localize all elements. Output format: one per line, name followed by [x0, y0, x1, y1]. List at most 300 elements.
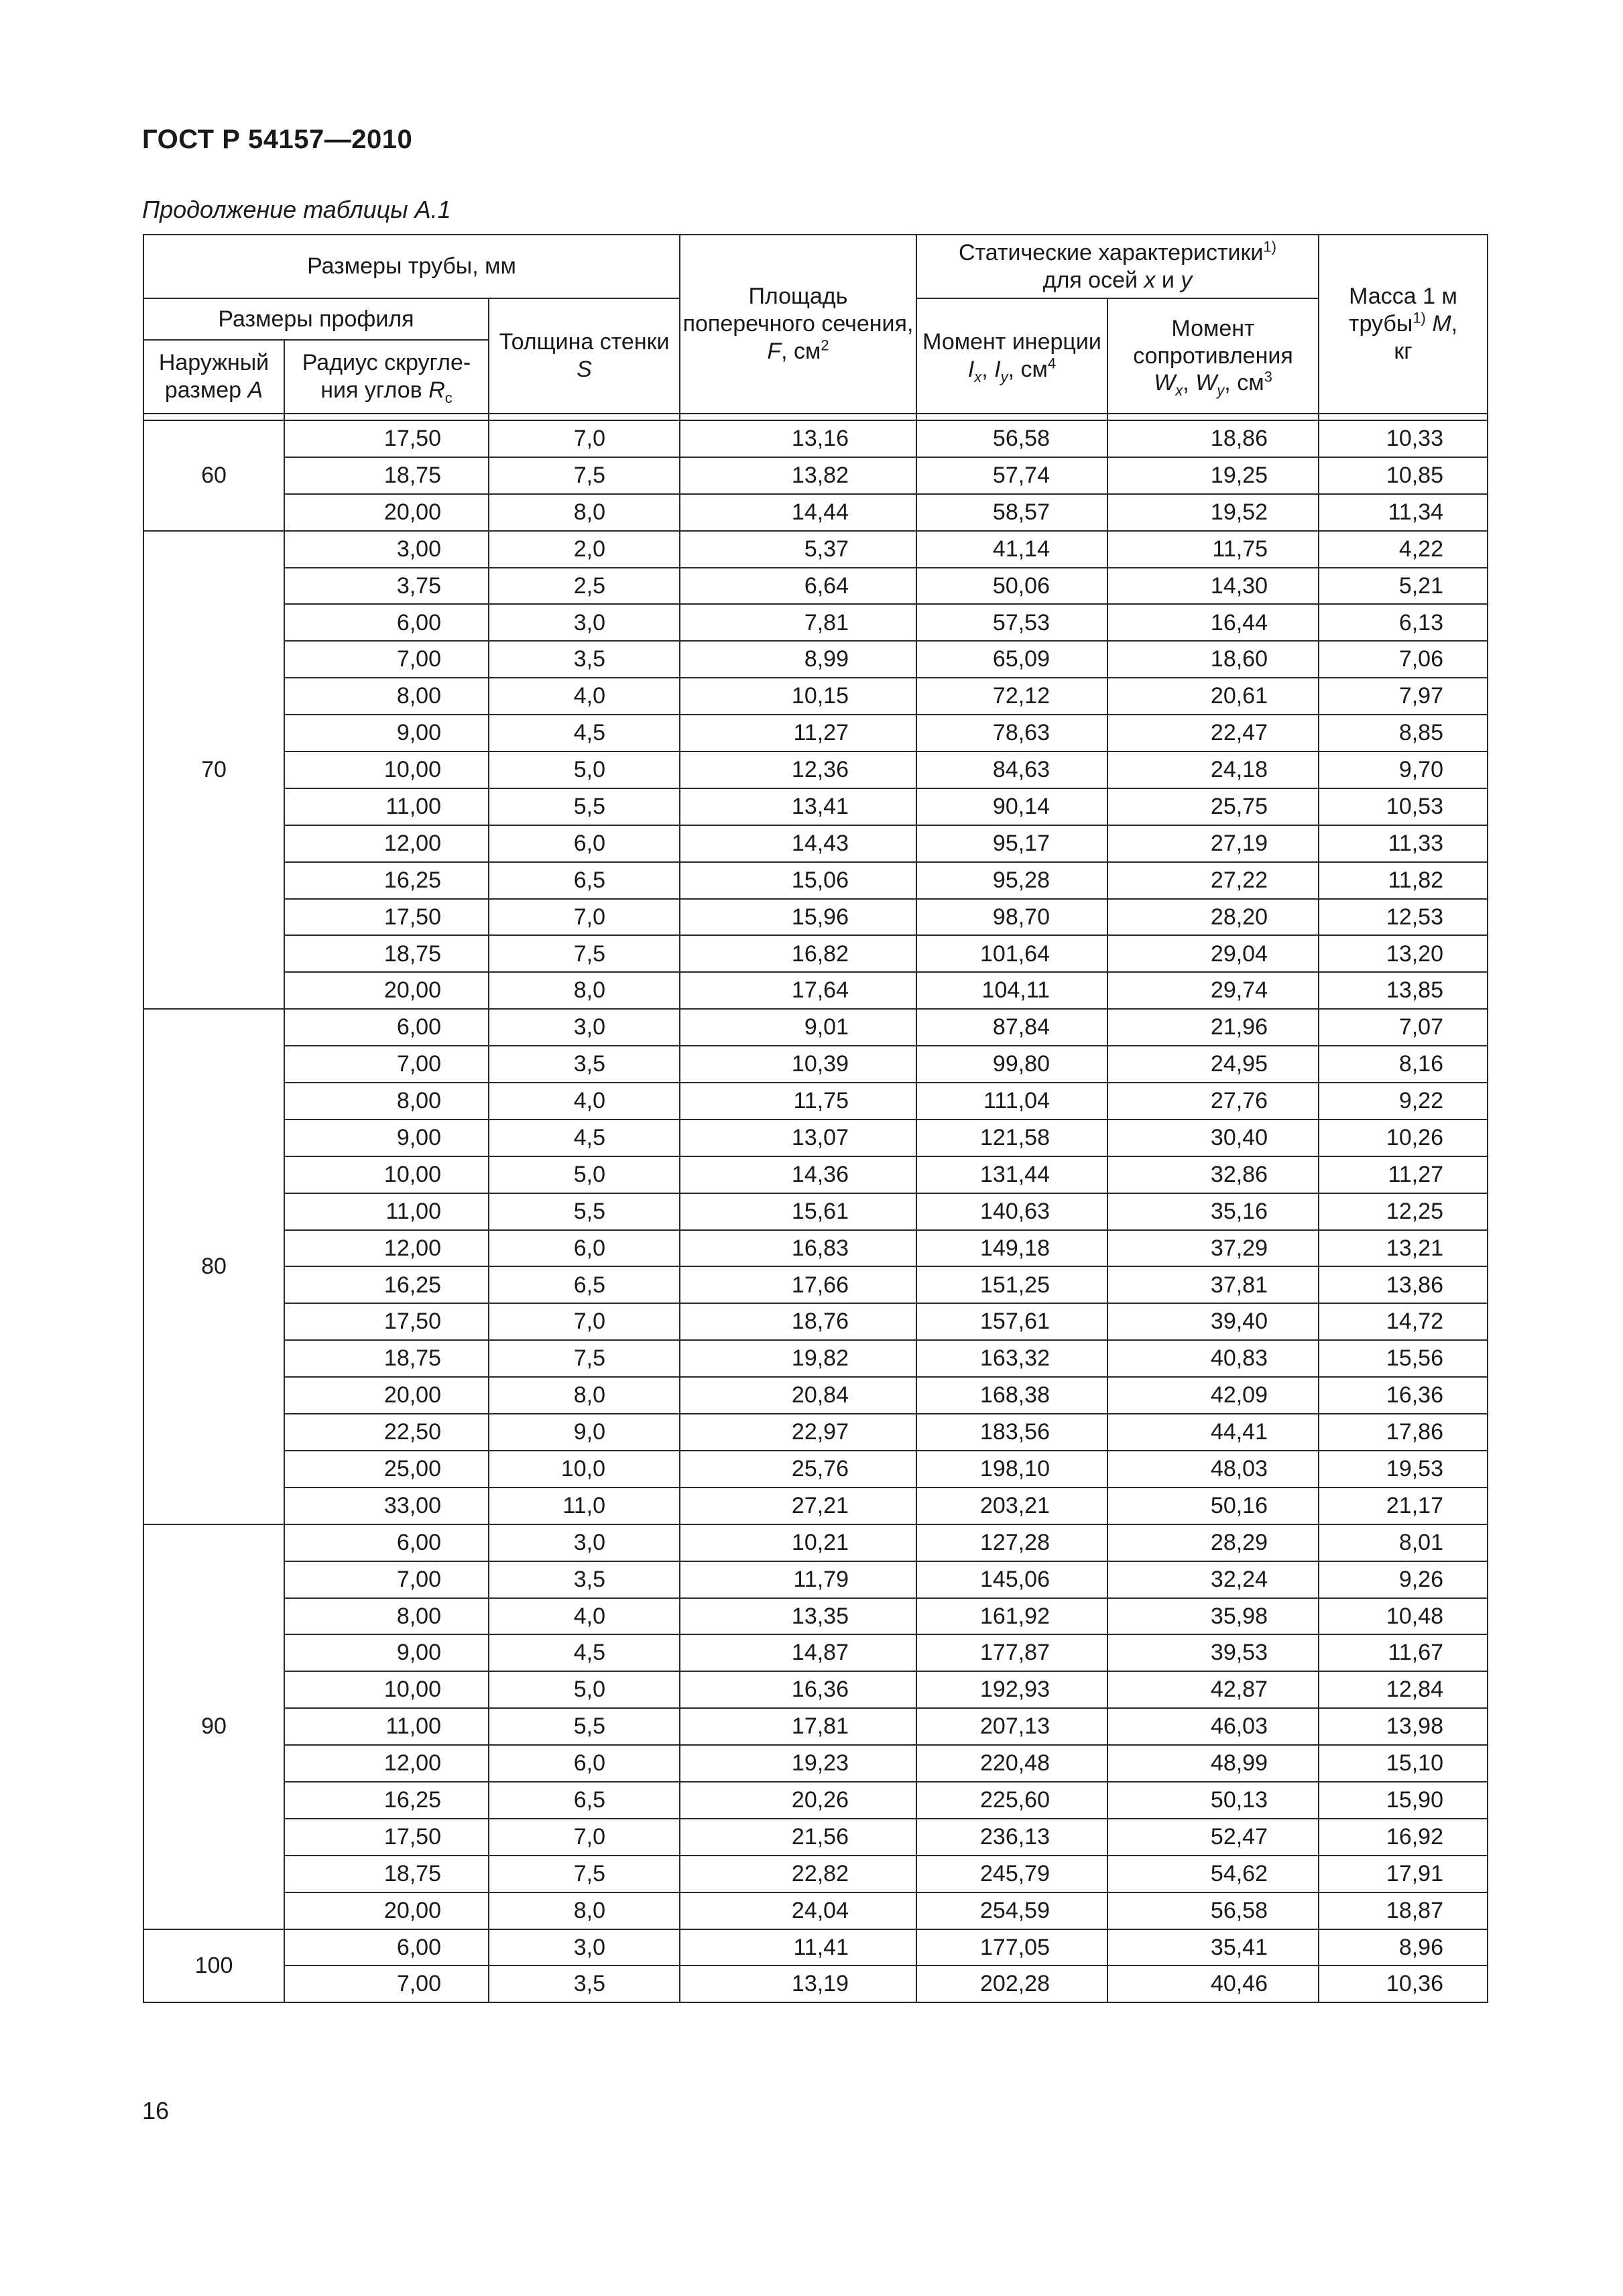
table-cell: 19,53 — [1319, 1451, 1488, 1488]
table-cell: 8,0 — [489, 972, 680, 1009]
table-row — [143, 1303, 1488, 1340]
table-cell: 11,33 — [1319, 825, 1488, 862]
table-cell: 11,00 — [284, 1193, 489, 1230]
table-row — [143, 1782, 1488, 1819]
table-cell: 54,62 — [1107, 1856, 1319, 1892]
table-cell: 10,15 — [680, 678, 916, 715]
table-cell: 20,84 — [680, 1377, 916, 1414]
table-cell: 157,61 — [916, 1303, 1107, 1340]
table-cell: 27,22 — [1107, 862, 1319, 899]
table-cell: 14,36 — [680, 1156, 916, 1193]
table-row — [143, 1856, 1488, 1892]
table-row — [143, 715, 1488, 751]
table-cell: 6,64 — [680, 568, 916, 605]
table-cell: 18,87 — [1319, 1892, 1488, 1929]
table-cell: 9,00 — [284, 1634, 489, 1671]
table-cell: 254,59 — [916, 1892, 1107, 1929]
table-cell: 50,13 — [1107, 1782, 1319, 1819]
table-cell: 44,41 — [1107, 1414, 1319, 1451]
table-row — [143, 1708, 1488, 1745]
table-row — [143, 1193, 1488, 1230]
table-row — [143, 494, 1488, 531]
table-cell: 13,19 — [680, 1966, 916, 2002]
table-cell: 7,5 — [489, 457, 680, 494]
table-row — [143, 972, 1488, 1009]
table-cell: 8,0 — [489, 494, 680, 531]
table-cell: 15,06 — [680, 862, 916, 899]
table-cell: 13,41 — [680, 788, 916, 825]
table-cell: 9,70 — [1319, 751, 1488, 788]
table-cell: 8,01 — [1319, 1524, 1488, 1561]
table-cell: 14,43 — [680, 825, 916, 862]
table-cell: 35,98 — [1107, 1598, 1319, 1635]
header-wall: Толщина стенки S — [489, 298, 680, 414]
table-row — [143, 1230, 1488, 1267]
table-cell: 13,16 — [680, 420, 916, 457]
table-cell: 48,99 — [1107, 1745, 1319, 1782]
table-row — [143, 604, 1488, 641]
table-cell: 30,40 — [1107, 1120, 1319, 1156]
table-cell: 25,00 — [284, 1451, 489, 1488]
table-cell: 8,16 — [1319, 1046, 1488, 1083]
table-row — [143, 788, 1488, 825]
table-cell: 131,44 — [916, 1156, 1107, 1193]
table-row — [143, 1671, 1488, 1708]
table-cell: 9,00 — [284, 715, 489, 751]
table-cell: 12,25 — [1319, 1193, 1488, 1230]
table-cell: 16,36 — [1319, 1377, 1488, 1414]
table-cell: 14,30 — [1107, 568, 1319, 605]
table-cell: 27,19 — [1107, 825, 1319, 862]
table-cell: 220,48 — [916, 1745, 1107, 1782]
table-cell: 7,00 — [284, 1046, 489, 1083]
outer-size-cell: 60 — [143, 420, 284, 531]
table-cell: 42,87 — [1107, 1671, 1319, 1708]
table-cell: 57,74 — [916, 457, 1107, 494]
table-cell: 52,47 — [1107, 1819, 1319, 1856]
table-row — [143, 678, 1488, 715]
table-row — [143, 1451, 1488, 1488]
table-cell: 6,5 — [489, 1266, 680, 1303]
table-row — [143, 420, 1488, 457]
table-cell: 6,00 — [284, 1524, 489, 1561]
document-header: ГОСТ Р 54157—2010 — [142, 125, 413, 154]
table-cell: 58,57 — [916, 494, 1107, 531]
table-row — [143, 1156, 1488, 1193]
table-cell: 28,20 — [1107, 899, 1319, 936]
table-cell: 14,87 — [680, 1634, 916, 1671]
table-cell: 84,63 — [916, 751, 1107, 788]
table-row — [143, 1745, 1488, 1782]
table-cell: 8,00 — [284, 678, 489, 715]
table-cell: 13,07 — [680, 1120, 916, 1156]
table-cell: 16,36 — [680, 1671, 916, 1708]
table-cell: 50,06 — [916, 568, 1107, 605]
table-cell: 7,00 — [284, 1561, 489, 1598]
header-profile-size: Размеры профиля — [143, 298, 489, 340]
table-row — [143, 1488, 1488, 1524]
table-cell: 236,13 — [916, 1819, 1107, 1856]
table-cell: 202,28 — [916, 1966, 1107, 2002]
table-cell: 17,86 — [1319, 1414, 1488, 1451]
table-row — [143, 1892, 1488, 1929]
table-cell: 24,18 — [1107, 751, 1319, 788]
table-cell: 17,81 — [680, 1708, 916, 1745]
table-cell: 6,5 — [489, 862, 680, 899]
header-resistance: Момент сопротивления $W_x$, $W_y$, $см^3$ — [1107, 298, 1319, 414]
table-cell: 19,82 — [680, 1340, 916, 1377]
table-cell: 18,75 — [284, 935, 489, 972]
table-row — [143, 1083, 1488, 1120]
table-row — [143, 1377, 1488, 1414]
table-cell: 6,00 — [284, 1009, 489, 1046]
table-cell: 20,00 — [284, 1892, 489, 1929]
table-cell: 149,18 — [916, 1230, 1107, 1267]
table-cell: 12,00 — [284, 1230, 489, 1267]
table-cell: 13,82 — [680, 457, 916, 494]
table-cell: 21,56 — [680, 1819, 916, 1856]
table-cell: 8,00 — [284, 1598, 489, 1635]
table-cell: 4,22 — [1319, 531, 1488, 568]
table-row — [143, 1414, 1488, 1451]
table-row — [143, 1120, 1488, 1156]
table-cell: 111,04 — [916, 1083, 1107, 1120]
table-cell: 14,44 — [680, 494, 916, 531]
table-cell: 7,5 — [489, 935, 680, 972]
table-cell: 25,75 — [1107, 788, 1319, 825]
table-cell: 7,5 — [489, 1340, 680, 1377]
table-cell: 4,5 — [489, 715, 680, 751]
table-cell: 13,20 — [1319, 935, 1488, 972]
table-cell: 11,82 — [1319, 862, 1488, 899]
header-inertia: Момент инерции $I_x$, $I_y$, $см^4$ — [916, 298, 1107, 414]
table-cell: 90,14 — [916, 788, 1107, 825]
table-cell: 9,01 — [680, 1009, 916, 1046]
table-cell: 13,35 — [680, 1598, 916, 1635]
header-outer-size: Наружный размер A — [143, 340, 284, 414]
table-cell: 3,0 — [489, 1929, 680, 1966]
table-cell: 6,5 — [489, 1782, 680, 1819]
table-cell: 161,92 — [916, 1598, 1107, 1635]
outer-size-cell: 90 — [143, 1524, 284, 1929]
table-cell: 16,82 — [680, 935, 916, 972]
table-cell: 32,24 — [1107, 1561, 1319, 1598]
table-cell: 10,39 — [680, 1046, 916, 1083]
table-cell: 10,48 — [1319, 1598, 1488, 1635]
table-row — [143, 641, 1488, 678]
table-cell: 198,10 — [916, 1451, 1107, 1488]
table-cell: 3,5 — [489, 1046, 680, 1083]
table-cell: 203,21 — [916, 1488, 1107, 1524]
table-cell: 17,64 — [680, 972, 916, 1009]
table-cell: 3,5 — [489, 641, 680, 678]
table-cell: 40,83 — [1107, 1340, 1319, 1377]
table-cell: 50,16 — [1107, 1488, 1319, 1524]
table-cell: 65,09 — [916, 641, 1107, 678]
table-cell: 41,14 — [916, 531, 1107, 568]
header-mass: Масса 1 м трубы$^{1)}$ M, кг — [1319, 235, 1488, 414]
table-cell: 11,41 — [680, 1929, 916, 1966]
table-cell: 10,0 — [489, 1451, 680, 1488]
data-table — [143, 234, 1488, 2003]
table-cell: 18,75 — [284, 1340, 489, 1377]
table-cell: 78,63 — [916, 715, 1107, 751]
table-cell: 57,53 — [916, 604, 1107, 641]
table-cell: 3,00 — [284, 531, 489, 568]
table-row — [143, 751, 1488, 788]
table-cell: 17,50 — [284, 420, 489, 457]
table-cell: 46,03 — [1107, 1708, 1319, 1745]
table-row — [143, 1046, 1488, 1083]
table-cell: 13,21 — [1319, 1230, 1488, 1267]
table-cell: 8,0 — [489, 1892, 680, 1929]
table-cell: 3,0 — [489, 1009, 680, 1046]
table-cell: 5,37 — [680, 531, 916, 568]
table-row — [143, 899, 1488, 936]
table-cell: 22,50 — [284, 1414, 489, 1451]
table-cell: 11,27 — [680, 715, 916, 751]
table-cell: 98,70 — [916, 899, 1107, 936]
table-cell: 8,85 — [1319, 715, 1488, 751]
table-row — [143, 1929, 1488, 1966]
table-cell: 95,28 — [916, 862, 1107, 899]
table-cell: 5,0 — [489, 1156, 680, 1193]
table-cell: 22,97 — [680, 1414, 916, 1451]
table-row — [143, 457, 1488, 494]
header-radius: Радиус скругле-ния углов $R_c$ — [284, 340, 489, 414]
table-cell: 10,00 — [284, 751, 489, 788]
table-cell: 56,58 — [1107, 1892, 1319, 1929]
table-row — [143, 1634, 1488, 1671]
table-cell: 9,00 — [284, 1120, 489, 1156]
outer-size-cell: 70 — [143, 531, 284, 1010]
table-cell: 13,85 — [1319, 972, 1488, 1009]
table-cell: 20,00 — [284, 972, 489, 1009]
table-cell: 10,33 — [1319, 420, 1488, 457]
table-cell: 20,26 — [680, 1782, 916, 1819]
table-cell: 140,63 — [916, 1193, 1107, 1230]
table-cell: 245,79 — [916, 1856, 1107, 1892]
table-cell: 20,61 — [1107, 678, 1319, 715]
table-cell: 48,03 — [1107, 1451, 1319, 1488]
table-row — [143, 1009, 1488, 1046]
table-cell: 177,05 — [916, 1929, 1107, 1966]
table-row — [143, 1340, 1488, 1377]
table-cell: 39,53 — [1107, 1634, 1319, 1671]
table-cell: 5,0 — [489, 751, 680, 788]
table-cell: 7,97 — [1319, 678, 1488, 715]
table-cell: 17,66 — [680, 1266, 916, 1303]
table-cell: 27,76 — [1107, 1083, 1319, 1120]
table-cell: 12,36 — [680, 751, 916, 788]
table-cell: 6,0 — [489, 825, 680, 862]
table-cell: 10,00 — [284, 1671, 489, 1708]
table-cell: 12,00 — [284, 825, 489, 862]
table-row — [143, 1524, 1488, 1561]
table-cell: 5,0 — [489, 1671, 680, 1708]
table-cell: 7,5 — [489, 1856, 680, 1892]
table-cell: 9,0 — [489, 1414, 680, 1451]
table-cell: 11,0 — [489, 1488, 680, 1524]
table-cell: 13,86 — [1319, 1266, 1488, 1303]
table-cell: 22,82 — [680, 1856, 916, 1892]
table-cell: 28,29 — [1107, 1524, 1319, 1561]
table-cell: 5,5 — [489, 1193, 680, 1230]
table-cell: 25,76 — [680, 1451, 916, 1488]
table-cell: 10,21 — [680, 1524, 916, 1561]
table-cell: 15,96 — [680, 899, 916, 936]
table-cell: 33,00 — [284, 1488, 489, 1524]
table-cell: 4,0 — [489, 1083, 680, 1120]
table-cell: 37,81 — [1107, 1266, 1319, 1303]
table-cell: 104,11 — [916, 972, 1107, 1009]
header-separator — [143, 414, 1488, 420]
table-caption: Продолжение таблицы А.1 — [142, 196, 451, 223]
table-cell: 10,85 — [1319, 457, 1488, 494]
table-cell: 11,75 — [680, 1083, 916, 1120]
table-cell: 24,95 — [1107, 1046, 1319, 1083]
table-cell: 37,29 — [1107, 1230, 1319, 1267]
table-cell: 4,5 — [489, 1120, 680, 1156]
table-cell: 6,00 — [284, 1929, 489, 1966]
table-cell: 192,93 — [916, 1671, 1107, 1708]
table-cell: 5,5 — [489, 788, 680, 825]
table-cell: 21,17 — [1319, 1488, 1488, 1524]
table-cell: 56,58 — [916, 420, 1107, 457]
table-cell: 6,0 — [489, 1230, 680, 1267]
table-cell: 11,00 — [284, 1708, 489, 1745]
table-cell: 5,5 — [489, 1708, 680, 1745]
table-cell: 10,53 — [1319, 788, 1488, 825]
table-cell: 207,13 — [916, 1708, 1107, 1745]
table-cell: 7,00 — [284, 1966, 489, 2002]
table-cell: 7,0 — [489, 1303, 680, 1340]
table-cell: 16,83 — [680, 1230, 916, 1267]
table-cell: 15,90 — [1319, 1782, 1488, 1819]
table-cell: 9,26 — [1319, 1561, 1488, 1598]
table-cell: 29,04 — [1107, 935, 1319, 972]
table-cell: 7,0 — [489, 899, 680, 936]
table-cell: 12,00 — [284, 1745, 489, 1782]
table-cell: 27,21 — [680, 1488, 916, 1524]
table-cell: 4,5 — [489, 1634, 680, 1671]
table-cell: 87,84 — [916, 1009, 1107, 1046]
table-row — [143, 935, 1488, 972]
table-row — [143, 1819, 1488, 1856]
table-cell: 7,06 — [1319, 641, 1488, 678]
table-cell: 16,44 — [1107, 604, 1319, 641]
table-cell: 29,74 — [1107, 972, 1319, 1009]
table-cell: 12,84 — [1319, 1671, 1488, 1708]
table-cell: 168,38 — [916, 1377, 1107, 1414]
table-cell: 95,17 — [916, 825, 1107, 862]
table-cell: 10,00 — [284, 1156, 489, 1193]
table-cell: 24,04 — [680, 1892, 916, 1929]
table-row — [143, 568, 1488, 605]
header-static: Статические характеристики$^{1)}$ для осей x и y — [916, 235, 1319, 298]
table-cell: 15,10 — [1319, 1745, 1488, 1782]
table-body — [143, 420, 1488, 2002]
table-cell: 18,60 — [1107, 641, 1319, 678]
table-cell: 16,92 — [1319, 1819, 1488, 1856]
table-cell: 19,25 — [1107, 457, 1319, 494]
table-cell: 16,25 — [284, 1266, 489, 1303]
table-cell: 7,07 — [1319, 1009, 1488, 1046]
header-area: Площадь поперечного сечения, F, $см^2$ — [680, 235, 916, 414]
table-cell: 18,75 — [284, 1856, 489, 1892]
table-cell: 5,21 — [1319, 568, 1488, 605]
table-cell: 183,56 — [916, 1414, 1107, 1451]
table-cell: 8,99 — [680, 641, 916, 678]
table-cell: 20,00 — [284, 1377, 489, 1414]
table-cell: 3,0 — [489, 604, 680, 641]
table-cell: 18,86 — [1107, 420, 1319, 457]
table-cell: 6,00 — [284, 604, 489, 641]
table-cell: 17,50 — [284, 1819, 489, 1856]
table-cell: 11,34 — [1319, 494, 1488, 531]
table-cell: 16,25 — [284, 1782, 489, 1819]
table-row — [143, 1598, 1488, 1635]
table-row — [143, 531, 1488, 568]
table-cell: 21,96 — [1107, 1009, 1319, 1046]
outer-size-cell: 100 — [143, 1929, 284, 2003]
table-cell: 40,46 — [1107, 1966, 1319, 2002]
table-cell: 145,06 — [916, 1561, 1107, 1598]
table-cell: 99,80 — [916, 1046, 1107, 1083]
table-cell: 14,72 — [1319, 1303, 1488, 1340]
table-cell: 151,25 — [916, 1266, 1107, 1303]
table-cell: 6,0 — [489, 1745, 680, 1782]
table-cell: 18,75 — [284, 457, 489, 494]
table-cell: 177,87 — [916, 1634, 1107, 1671]
table-cell: 9,22 — [1319, 1083, 1488, 1120]
table-cell: 32,86 — [1107, 1156, 1319, 1193]
table-cell: 3,5 — [489, 1561, 680, 1598]
table-cell: 16,25 — [284, 862, 489, 899]
table-cell: 10,26 — [1319, 1120, 1488, 1156]
table-cell: 7,00 — [284, 641, 489, 678]
table-cell: 127,28 — [916, 1524, 1107, 1561]
table-cell: 8,96 — [1319, 1929, 1488, 1966]
table-cell: 19,52 — [1107, 494, 1319, 531]
table-cell: 4,0 — [489, 1598, 680, 1635]
table-cell: 19,23 — [680, 1745, 916, 1782]
table-cell: 121,58 — [916, 1120, 1107, 1156]
table-cell: 11,27 — [1319, 1156, 1488, 1193]
table-cell: 35,41 — [1107, 1929, 1319, 1966]
table-row — [143, 825, 1488, 862]
table-cell: 11,00 — [284, 788, 489, 825]
table-cell: 7,81 — [680, 604, 916, 641]
table-cell: 15,61 — [680, 1193, 916, 1230]
table-cell: 72,12 — [916, 678, 1107, 715]
header-pipe-size: Размеры трубы, мм — [143, 235, 680, 298]
table-cell: 11,67 — [1319, 1634, 1488, 1671]
table-cell: 20,00 — [284, 494, 489, 531]
table-cell: 2,0 — [489, 531, 680, 568]
page-number: 16 — [142, 2097, 170, 2124]
table-cell: 18,76 — [680, 1303, 916, 1340]
table-cell: 2,5 — [489, 568, 680, 605]
table-cell: 42,09 — [1107, 1377, 1319, 1414]
table-cell: 35,16 — [1107, 1193, 1319, 1230]
table-cell: 11,79 — [680, 1561, 916, 1598]
table-cell: 8,00 — [284, 1083, 489, 1120]
table-cell: 15,56 — [1319, 1340, 1488, 1377]
table-cell: 17,91 — [1319, 1856, 1488, 1892]
table-cell: 163,32 — [916, 1340, 1107, 1377]
outer-size-cell: 80 — [143, 1009, 284, 1524]
